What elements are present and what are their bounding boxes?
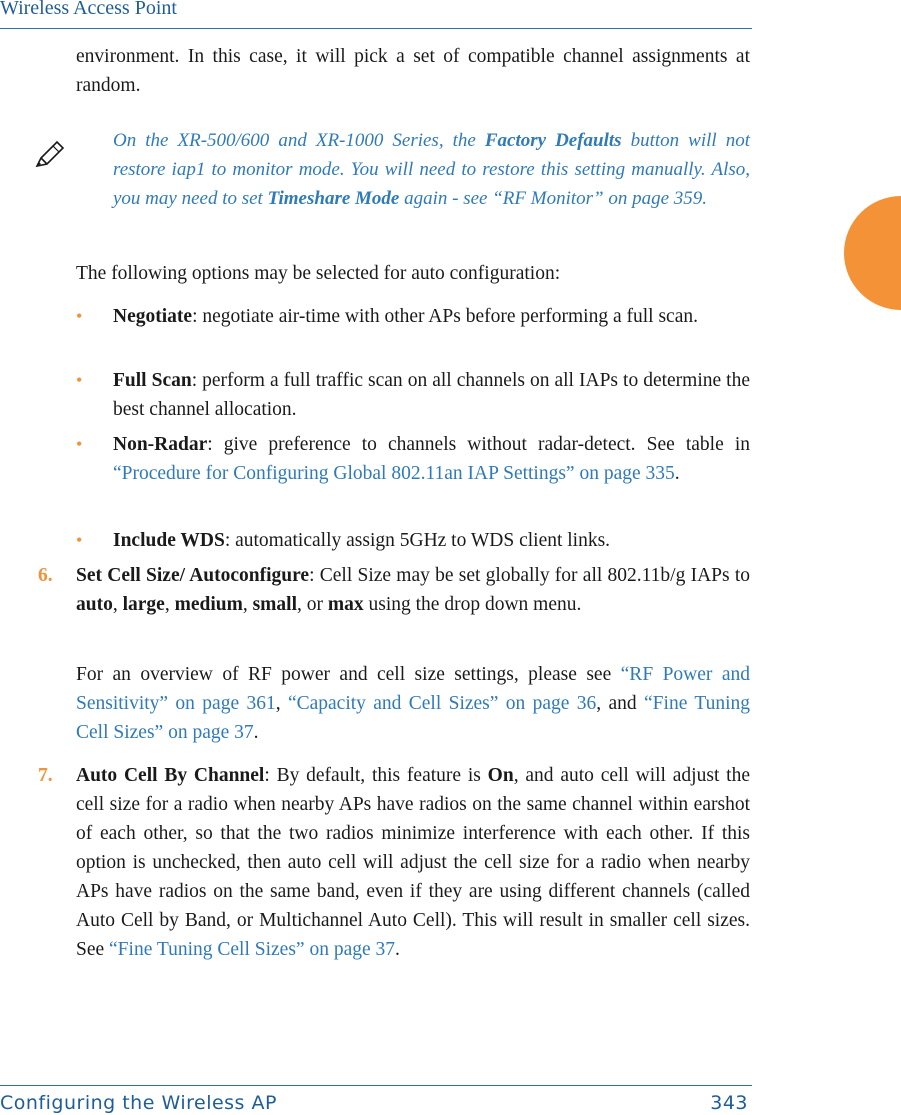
pencil-note-icon [33,138,67,172]
capacity-cell-sizes-link[interactable]: “Capacity and Cell Sizes” on page 36 [287,693,597,714]
bullet-dot: • [76,530,83,550]
timeshare-mode-term: Timeshare Mode [267,188,400,209]
item-number: 7. [38,765,53,786]
header-title: Wireless Access Point [0,0,177,19]
page-number: 343 [710,1092,748,1114]
footer-section-title: Configuring the Wireless AP [0,1092,277,1114]
item-term: Auto Cell By Channel [76,765,265,786]
bullet-term: Include WDS [113,530,225,551]
item-number: 6. [38,565,53,586]
fine-tuning-link[interactable]: “Fine Tuning Cell Sizes” on page 37 [109,939,396,960]
rf-power-link[interactable]: “RF Power and Sensitivity” on page 361 [76,664,750,714]
bullet-term: Full Scan [113,370,192,391]
page-header [0,0,752,29]
note-paragraph: On the XR-500/600 and XR-1000 Series, the Factory Defaults button will not restore iap1 to monitor mode. You will need to restore this setting manually. Also, you may need to set Timeshare Mode again - see “RF Monitor” on page 359. [113,130,750,209]
bullet-term: Negotiate [113,306,193,327]
page-footer [0,1085,752,1115]
iap-settings-link[interactable]: “Procedure for Configuring Global 802.11an IAP Settings” on page 335 [113,463,675,484]
bullet-dot: • [76,306,83,326]
bullet-term: Non-Radar [113,434,208,455]
rf-monitor-link[interactable]: “RF Monitor” on page 359 [492,188,703,209]
fine-tuning-link[interactable]: “Fine Tuning Cell Sizes” on page 37 [76,693,750,743]
bullet-dot: • [76,434,83,454]
options-intro: The following options may be selected for auto configuration: [76,263,561,284]
bullet-dot: • [76,370,83,390]
chapter-tab-marker [844,196,901,310]
item-term: Set Cell Size/ Autoconfigure [76,565,310,586]
intro-paragraph: environment. In this case, it will pick a set of compatible channel assignments at random. [76,46,750,96]
overview-paragraph: For an overview of RF power and cell size settings, please see “RF Power and Sensitivity” on page 361, “Capacity and Cell Sizes” on page 36, and “Fine Tuning Cell Sizes” on page 37. [76,664,750,743]
factory-defaults-term: Factory Defaults [484,130,622,151]
